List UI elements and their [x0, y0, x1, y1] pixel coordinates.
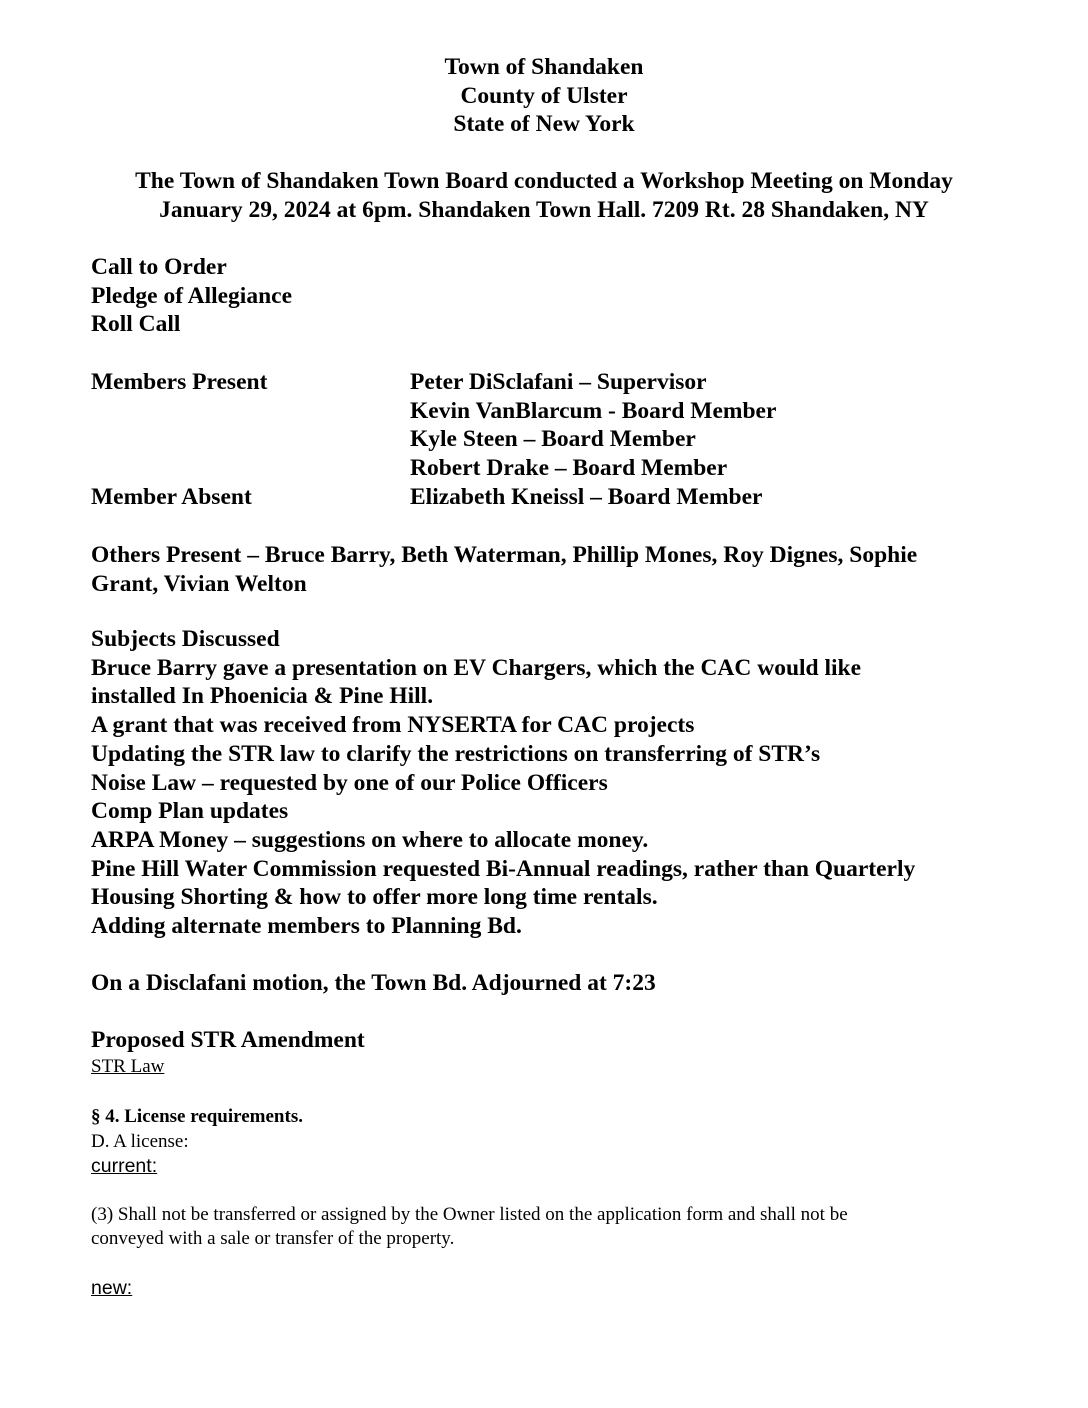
amendment-heading: Proposed STR Amendment	[91, 1027, 365, 1053]
member-present: Kyle Steen – Board Member	[410, 426, 696, 453]
header-state: State of New York	[453, 111, 635, 138]
members-present-list	[410, 368, 776, 483]
member-present: Peter DiSclafani – Supervisor	[410, 369, 707, 395]
others-line-2: Grant, Vivian Welton	[91, 570, 307, 597]
meeting-intro	[60, 167, 1028, 224]
subject-line: A grant that was received from NYSERTA for CAC projects	[91, 712, 695, 739]
subjects-heading: Subjects Discussed	[91, 626, 280, 652]
intro-line-2: January 29, 2024 at 6pm. Shandaken Town Hall. 7209 Rt. 28 Shandaken, NY	[159, 196, 929, 223]
others-present	[91, 541, 1051, 598]
agenda-list	[91, 253, 1011, 339]
adjournment: On a Disclafani motion, the Town Bd. Adjourned at 7:23	[91, 970, 656, 996]
subject-line: Updating the STR law to clarify the restrictions on transferring of STR’s	[91, 740, 821, 767]
member-present: Robert Drake – Board Member	[410, 455, 728, 482]
subjects-discussed	[91, 625, 1051, 941]
current-text-line-1: (3) Shall not be transferred or assigned by the Owner listed on the application form and shall not be	[91, 1204, 848, 1225]
agenda-pledge: Pledge of Allegiance	[91, 282, 293, 309]
member-present: Kevin VanBlarcum - Board Member	[410, 397, 777, 424]
subject-line: installed In Phoenicia & Pine Hill.	[91, 683, 434, 710]
document-header	[0, 53, 1088, 139]
subject-line: Pine Hill Water Commission requested Bi-Annual readings, rather than Quarterly	[91, 855, 916, 882]
subject-line: Adding alternate members to Planning Bd.	[91, 913, 522, 940]
subsection-label: D. A license:	[91, 1131, 189, 1152]
new-label: new:	[91, 1277, 133, 1299]
subject-line: Noise Law – requested by one of our Police Officers	[91, 769, 608, 796]
members-present-label: Members Present	[91, 369, 268, 395]
current-text-line-2: conveyed with a sale or transfer of the property.	[91, 1228, 455, 1249]
subject-line: Bruce Barry gave a presentation on EV Chargers, which the CAC would like	[91, 654, 862, 681]
others-line-1: Others Present – Bruce Barry, Beth Waterman, Phillip Mones, Roy Dignes, Sophie	[91, 542, 918, 568]
agenda-call-to-order: Call to Order	[91, 254, 227, 280]
subject-line: Comp Plan updates	[91, 798, 289, 825]
member-absent: Elizabeth Kneissl – Board Member	[410, 484, 763, 510]
subject-line: Housing Shorting & how to offer more long time rentals.	[91, 884, 658, 911]
current-text	[91, 1203, 1051, 1251]
subject-line: ARPA Money – suggestions on where to allocate money.	[91, 826, 649, 853]
agenda-roll-call: Roll Call	[91, 311, 181, 338]
member-absent-label: Member Absent	[91, 484, 252, 510]
current-label: current:	[91, 1155, 158, 1177]
section-heading: § 4. License requirements.	[91, 1106, 303, 1127]
str-law-link[interactable]: STR Law	[91, 1056, 165, 1077]
intro-line-1: The Town of Shandaken Town Board conducted a Workshop Meeting on Monday	[135, 168, 953, 194]
header-town: Town of Shandaken	[444, 54, 644, 80]
header-county: County of Ulster	[460, 82, 628, 109]
